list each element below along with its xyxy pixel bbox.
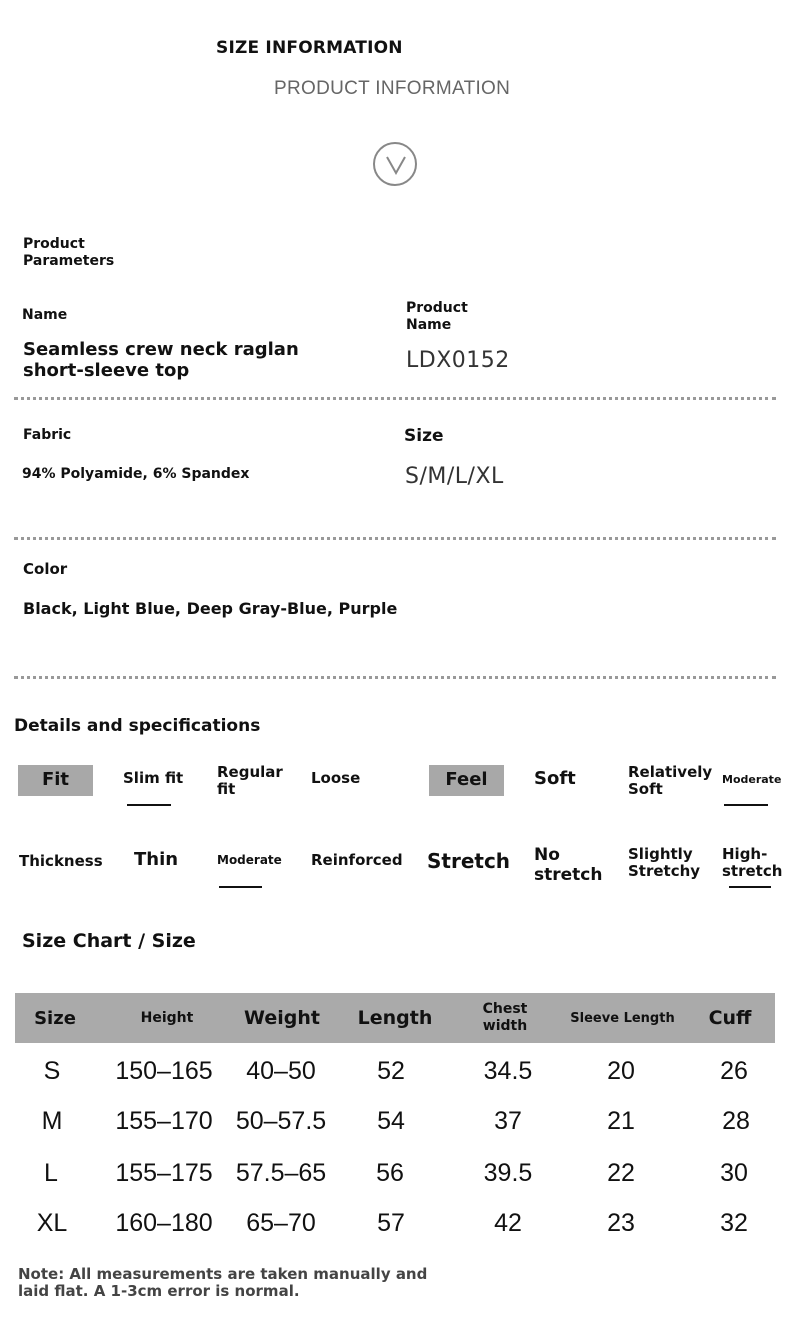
column-header-height: Height <box>140 1010 194 1026</box>
cell-sleeve-length: 23 <box>607 1209 635 1237</box>
cell-height: 150–165 <box>115 1057 213 1085</box>
cell-cuff: 32 <box>720 1209 748 1237</box>
cell-weight: 40–50 <box>246 1057 316 1085</box>
feel-option-moderate: Moderate <box>722 773 782 786</box>
cell-length: 54 <box>377 1107 405 1135</box>
cell-weight: 65–70 <box>246 1209 316 1237</box>
column-header-weight: Weight <box>244 1007 320 1029</box>
stretch-option-slight: Slightly Stretchy <box>628 845 701 880</box>
color-label: Color <box>23 560 68 578</box>
column-header-size: Size <box>34 1007 76 1029</box>
feel-label: Feel <box>429 765 504 796</box>
column-header-chest-width: Chest width <box>482 1001 528 1034</box>
stretch-label: Stretch <box>427 849 511 873</box>
product-name-label: Product Name <box>406 300 468 333</box>
cell-height: 155–170 <box>115 1107 213 1135</box>
fabric-value: 94% Polyamide, 6% Spandex <box>22 466 250 482</box>
fit-selected-marker <box>127 804 171 806</box>
cell-size: L <box>44 1159 58 1187</box>
name-value: Seamless crew neck raglan short-sleeve top <box>23 339 299 381</box>
details-heading: Details and specifications <box>14 716 261 736</box>
page-subtitle: PRODUCT INFORMATION <box>274 78 511 99</box>
cell-length: 52 <box>377 1057 405 1085</box>
column-header-cuff: Cuff <box>708 1007 752 1029</box>
size-chart-heading: Size Chart / Size <box>22 930 196 952</box>
fit-option-loose: Loose <box>311 769 361 787</box>
cell-cuff: 30 <box>720 1159 748 1187</box>
feel-option-soft: Soft <box>534 768 576 789</box>
divider <box>14 537 776 540</box>
stretch-selected-marker <box>729 886 771 888</box>
cell-size: M <box>41 1107 63 1135</box>
fit-option-slim: Slim fit <box>123 769 184 787</box>
fit-option-regular: Regular fit <box>217 763 283 798</box>
product-name-value: LDX0152 <box>406 348 510 373</box>
thickness-option-reinforced: Reinforced <box>311 851 403 869</box>
cell-sleeve-length: 20 <box>607 1057 635 1085</box>
fit-label: Fit <box>18 765 93 796</box>
fabric-label: Fabric <box>23 427 72 443</box>
thickness-selected-marker <box>219 886 262 888</box>
cell-sleeve-length: 21 <box>607 1107 635 1135</box>
cell-chest-width: 34.5 <box>483 1057 533 1085</box>
chevron-down-icon <box>373 142 417 186</box>
color-value: Black, Light Blue, Deep Gray-Blue, Purple <box>23 599 398 618</box>
cell-length: 56 <box>376 1159 404 1187</box>
cell-cuff: 28 <box>722 1107 750 1135</box>
name-label: Name <box>22 307 68 323</box>
thickness-option-moderate: Moderate <box>217 853 282 867</box>
cell-chest-width: 37 <box>494 1107 522 1135</box>
cell-chest-width: 42 <box>494 1209 522 1237</box>
cell-height: 160–180 <box>115 1209 213 1237</box>
column-header-length: Length <box>357 1007 433 1029</box>
stretch-option-high: High-stretch <box>722 845 783 880</box>
cell-chest-width: 39.5 <box>483 1159 533 1187</box>
cell-size: XL <box>36 1209 68 1237</box>
size-value: S/M/L/XL <box>405 464 504 489</box>
thickness-option-thin: Thin <box>134 849 179 870</box>
size-table-header <box>15 993 775 1043</box>
product-parameters-heading: Product Parameters <box>23 236 115 269</box>
feel-option-relatively-soft: Relatively Soft <box>628 763 713 798</box>
cell-size: S <box>43 1057 61 1085</box>
stretch-option-none: No stretch <box>534 845 603 885</box>
cell-cuff: 26 <box>720 1057 748 1085</box>
cell-weight: 50–57.5 <box>235 1107 327 1135</box>
column-header-sleeve-length: Sleeve Length <box>570 1010 675 1026</box>
thickness-label: Thickness <box>19 852 103 870</box>
page-title: SIZE INFORMATION <box>216 38 403 58</box>
divider <box>14 676 776 679</box>
feel-selected-marker <box>724 804 768 806</box>
measurement-note: Note: All measurements are taken manually and laid flat. A 1-3cm error is normal. <box>18 1265 428 1300</box>
divider <box>14 397 776 400</box>
cell-length: 57 <box>377 1209 405 1237</box>
cell-weight: 57.5–65 <box>235 1159 327 1187</box>
cell-sleeve-length: 22 <box>607 1159 635 1187</box>
cell-height: 155–175 <box>115 1159 213 1187</box>
size-label: Size <box>404 426 444 446</box>
